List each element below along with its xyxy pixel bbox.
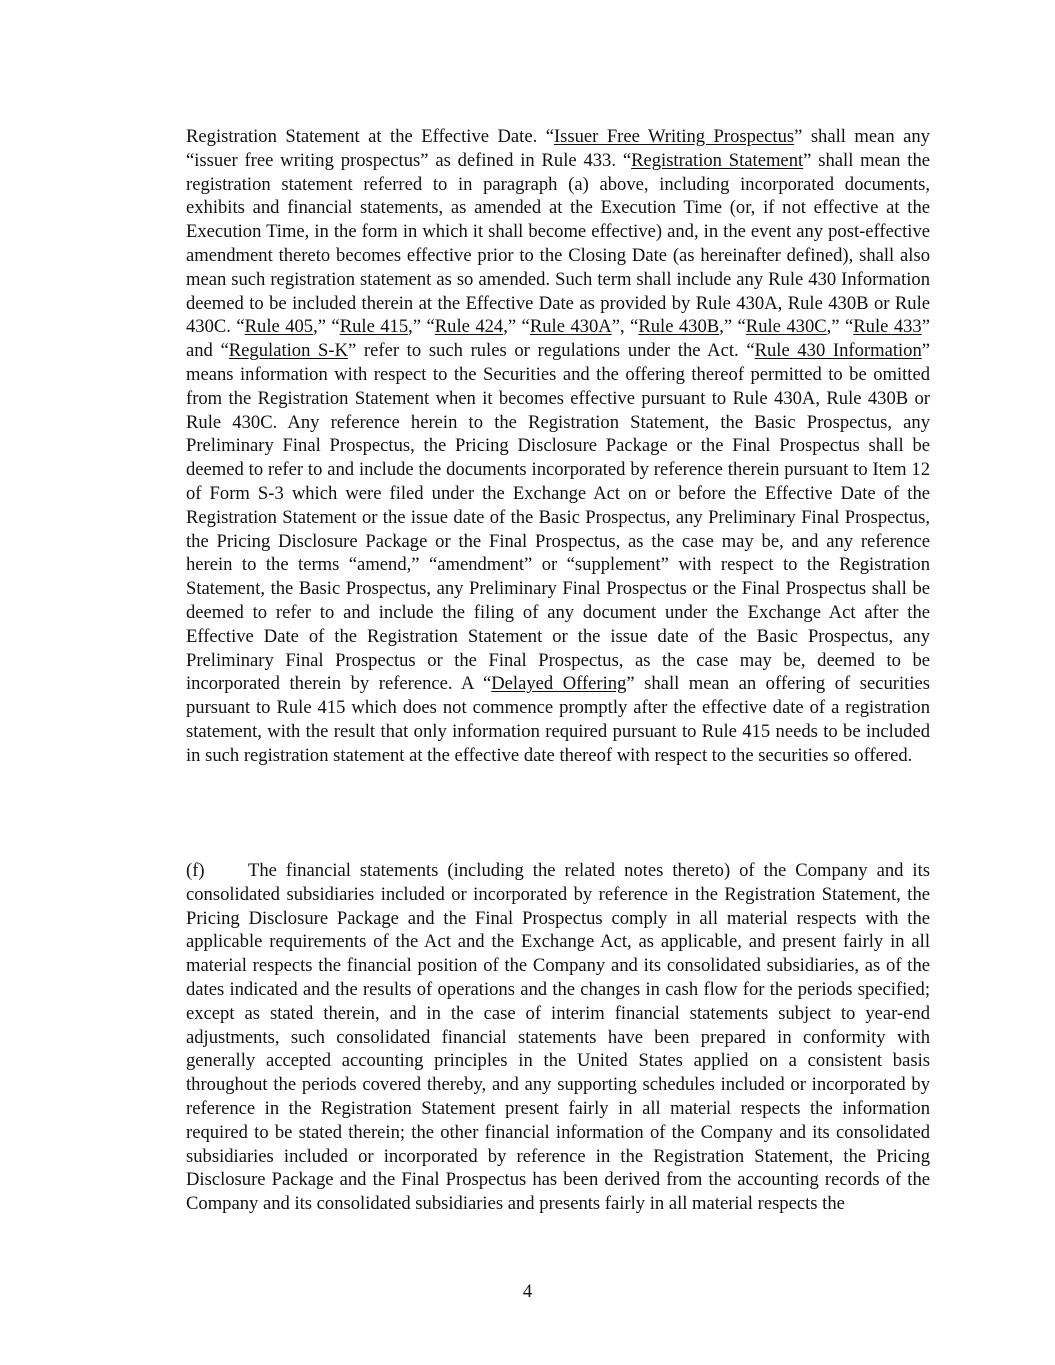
defined-term-registration-statement: Registration Statement [631, 149, 804, 171]
defined-term-issuer-free-writing-prospectus: Issuer Free Writing Prospectus [553, 126, 795, 147]
page-number: 4 [522, 1281, 533, 1302]
defined-term-rule-430a: Rule 430A [529, 316, 612, 338]
defined-term-delayed-offering: Delayed Offering [491, 673, 627, 695]
text-run: ,” “ [503, 316, 530, 338]
paragraph-financial-statements [186, 859, 930, 1216]
defined-term-rule-430-information: Rule 430 Information [754, 340, 922, 362]
defined-term-rule-430c: Rule 430C [745, 316, 827, 338]
defined-term-regulation-s-k: Regulation S-K [228, 340, 349, 362]
defined-term-rule-430b: Rule 430B [638, 316, 720, 338]
defined-term-rule-415: Rule 415 [339, 316, 409, 338]
defined-term-rule-424: Rule 424 [434, 316, 504, 338]
text-run: ,” “ [408, 316, 435, 338]
text-run: ” and “ [186, 316, 930, 362]
paragraph-definitions [186, 125, 930, 768]
text-run: ” shall mean any “issuer free writing prospectus” as defined in Rule 433. “ [186, 126, 930, 171]
text-run: ” shall mean an offering of securities pursuant to Rule 415 which does not commence promptly after the effective date of a registration statement, with the result that only information required pursuant to Rule 415 needs to be included in such registration statement at the effective date thereof with respect to the securities so offered. [186, 673, 930, 766]
text-run: ,” “ [313, 316, 340, 338]
text-run: ” refer to such rules or regulations under the Act. “ [348, 340, 755, 362]
text-run: Registration Statement at the Effective Date. “ [186, 126, 554, 147]
text-run: ,” “ [719, 316, 746, 338]
defined-term-rule-405: Rule 405 [244, 316, 314, 338]
text-run: ”, “ [611, 316, 639, 338]
text-run: ,” “ [826, 316, 854, 338]
text-run: ” means information with respect to the Securities and the offering thereof permitted to be omitted from the Registration Statement when it becomes effective pursuant to Rule 430A, Rule 430B or Rule 430C. Any reference herein to the Registration Statement, the Basic Prospectus, any Preliminary Final Prospectus, the Pricing Disclosure Package or the Final Prospectus shall be deemed to refer to and include the documents incorporated by reference therein pursuant to Item 12 of Form S-3 which were filed under the Exchange Act on or before the Effective Date of the Registration Statement or the issue date of the Basic Prospectus, any Preliminary Final Prospectus, the Pricing Disclosure Package or the Final Prospectus, as the case may be, and any reference herein to the terms “amend,” “amendment” or “supplement” with respect to the Registration Statement, the Basic Prospectus, any Preliminary Final Prospectus or the Final Prospectus shall be deemed to refer to and include the filing of any document under the Exchange Act after the Effective Date of the Registration Statement or the issue date of the Basic Prospectus, any Preliminary Final Prospectus or the Final Prospectus, as the case may be, deemed to be incorporated therein by reference. A “ [186, 340, 931, 695]
paragraph-label: (f) [186, 860, 205, 881]
defined-term-rule-433: Rule 433 [853, 316, 922, 338]
paragraph-text: The financial statements (including the related notes thereto) of the Company and its consolidated subsidiaries included or incorporated by reference in the Registration Statement, the Pricing Disclosure Package and the Final Prospectus comply in all material respects with the applicable requirements of the Act and the Exchange Act, as applicable, and present fairly in all material respects the financial position of the Company and its consolidated subsidiaries, as of the dates indicated and the results of operations and the changes in cash flow for the periods specified; except as stated therein, and in the case of interim financial statements subject to year-end adjustments, such consolidated financial statements have been prepared in conformity with generally accepted accounting principles in the United States applied on a consistent basis throughout the periods covered thereby, and any supporting schedules included or incorporated by reference in the Registration Statement present fairly in all material respects the information required to be stated therein; the other financial information of the Company and its consolidated subsidiaries included or incorporated by reference in the Registration Statement, the Pricing Disclosure Package and the Final Prospectus has been derived from the accounting records of the Company and its consolidated subsidiaries and presents fairly in all material respects the [186, 860, 930, 1215]
text-run: ” shall mean the registration statement referred to in paragraph (a) above, including incorporated documents, exhibits and financial statements, as amended at the Execution Time (or, if not effective at the Execution Time, in the form in which it shall become effective) and, in the event any post-effective amendment thereto becomes effective prior to the Closing Date (as hereinafter defined), shall also mean such registration statement as so amended. Such term shall include any Rule 430 Information deemed to be included therein at the Effective Date as provided by Rule 430A, Rule 430B or Rule 430C. “ [186, 149, 930, 338]
